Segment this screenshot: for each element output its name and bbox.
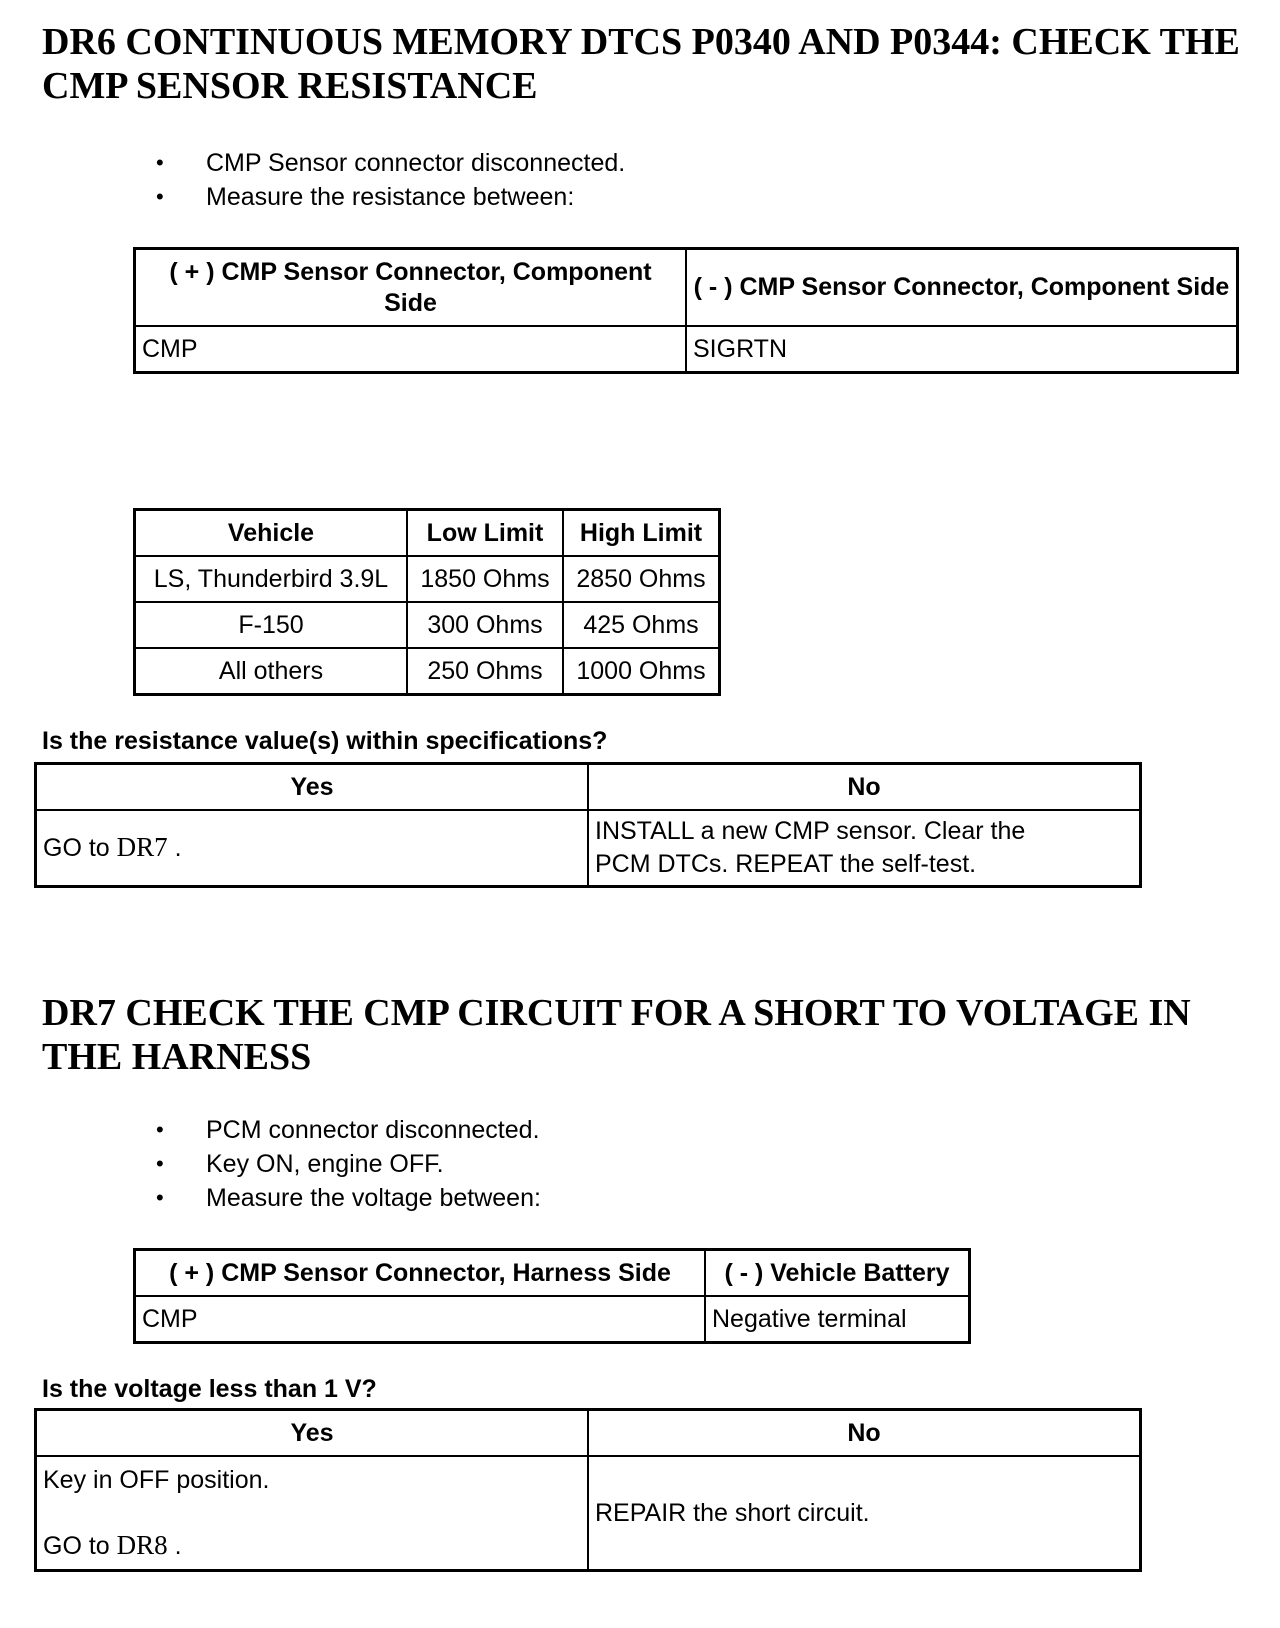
dr7-question: Is the voltage less than 1 V? xyxy=(42,1375,377,1403)
positive-lead-header: ( + ) CMP Sensor Connector, Component Side xyxy=(135,249,687,327)
list-item: • Measure the resistance between: xyxy=(150,180,625,214)
low-limit-cell: 1850 Ohms xyxy=(407,556,563,602)
high-limit-cell: 425 Ohms xyxy=(563,602,720,648)
table-row xyxy=(135,1296,970,1343)
table-header-row xyxy=(135,510,720,557)
goto-dr7-link[interactable]: DR7 xyxy=(116,832,168,862)
yes-header: Yes xyxy=(36,1410,589,1457)
positive-lead-pin: CMP xyxy=(135,326,687,373)
yes-goto-line xyxy=(43,1529,581,1563)
dr6-question: Is the resistance value(s) within specifications? xyxy=(42,727,608,755)
dr6-decision-table xyxy=(34,762,1142,888)
yes-action-line: Key in OFF position. xyxy=(43,1465,270,1494)
negative-lead-pin: SIGRTN xyxy=(686,326,1238,373)
dr6-title: DR6 CONTINUOUS MEMORY DTCS P0340 AND P0344: CHECK THE CMP SENSOR RESISTANCE xyxy=(42,21,1240,107)
positive-lead-pin: CMP xyxy=(135,1296,706,1343)
no-header: No xyxy=(588,1410,1141,1457)
goto-suffix: . xyxy=(174,1531,182,1560)
table-header-row xyxy=(36,764,1141,811)
high-limit-cell: 1000 Ohms xyxy=(563,648,720,695)
low-limit-cell: 250 Ohms xyxy=(407,648,563,695)
dr7-decision-table xyxy=(34,1408,1142,1572)
high-limit-header: High Limit xyxy=(563,510,720,557)
table-row xyxy=(36,810,1141,887)
dr7-title: DR7 CHECK THE CMP CIRCUIT FOR A SHORT TO VOLTAGE IN THE HARNESS xyxy=(42,992,1191,1078)
no-action-line: PCM DTCs. REPEAT the self-test. xyxy=(595,850,977,878)
dr6-bullet-list xyxy=(150,146,625,214)
dr7-pin-table xyxy=(133,1248,971,1344)
list-item: • PCM connector disconnected. xyxy=(150,1113,541,1147)
list-item: • CMP Sensor connector disconnected. xyxy=(150,146,625,180)
table-row xyxy=(135,556,720,602)
dr7-bullet-list xyxy=(150,1113,541,1215)
vehicle-cell: All others xyxy=(135,648,408,695)
table-header-row xyxy=(135,1250,970,1297)
negative-lead-header: ( - ) Vehicle Battery xyxy=(705,1250,970,1297)
low-limit-cell: 300 Ohms xyxy=(407,602,563,648)
yes-header: Yes xyxy=(36,764,589,811)
table-row xyxy=(36,1456,1141,1571)
goto-suffix: . xyxy=(174,834,182,862)
vehicle-header: Vehicle xyxy=(135,510,408,557)
positive-lead-header: ( + ) CMP Sensor Connector, Harness Side xyxy=(135,1250,706,1297)
dr6-pin-table xyxy=(133,247,1239,374)
list-item: • Measure the voltage between: xyxy=(150,1181,541,1215)
yes-action xyxy=(36,810,589,887)
yes-action xyxy=(36,1456,589,1571)
no-action xyxy=(588,810,1141,887)
table-row xyxy=(135,602,720,648)
negative-lead-header: ( - ) CMP Sensor Connector, Component Side xyxy=(686,249,1238,327)
vehicle-cell: F-150 xyxy=(135,602,408,648)
low-limit-header: Low Limit xyxy=(407,510,563,557)
table-header-row xyxy=(36,1410,1141,1457)
goto-text: GO to xyxy=(43,1531,110,1560)
no-action: REPAIR the short circuit. xyxy=(588,1456,1141,1571)
list-item: • Key ON, engine OFF. xyxy=(150,1147,541,1181)
goto-dr8-link[interactable]: DR8 xyxy=(116,1529,168,1560)
goto-text: GO to xyxy=(43,834,110,862)
vehicle-cell: LS, Thunderbird 3.9L xyxy=(135,556,408,602)
negative-lead-pin: Negative terminal xyxy=(705,1296,970,1343)
table-header-row xyxy=(135,249,1238,327)
no-header: No xyxy=(588,764,1141,811)
resistance-spec-table xyxy=(133,508,721,696)
table-row xyxy=(135,326,1238,373)
no-action-line: INSTALL a new CMP sensor. Clear the xyxy=(595,817,1026,845)
table-row xyxy=(135,648,720,695)
high-limit-cell: 2850 Ohms xyxy=(563,556,720,602)
